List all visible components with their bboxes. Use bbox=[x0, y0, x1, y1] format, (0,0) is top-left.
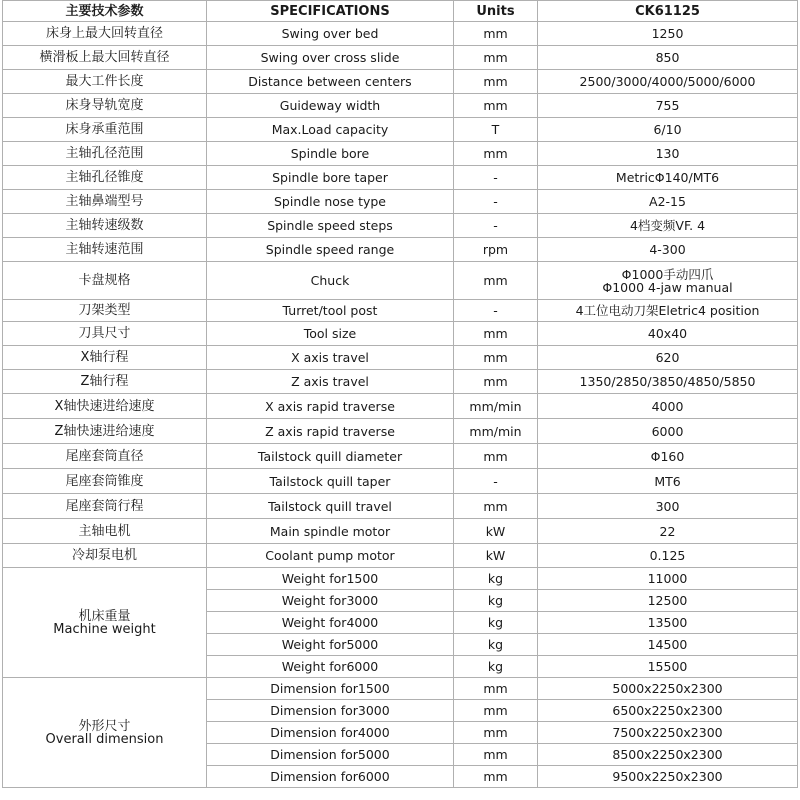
weight-label-cn: 机床重量 bbox=[78, 608, 131, 624]
spec-unit: - bbox=[454, 214, 538, 238]
spec-value: 40x40 bbox=[538, 322, 798, 346]
spec-unit: mm bbox=[454, 322, 538, 346]
spec-unit: rpm bbox=[454, 238, 538, 262]
header-row bbox=[3, 1, 798, 22]
spec-name-cn: 尾座套筒行程 bbox=[3, 494, 207, 519]
spec-unit: mm bbox=[454, 70, 538, 94]
spec-unit: mm bbox=[454, 678, 538, 700]
spec-value: MT6 bbox=[538, 469, 798, 494]
weight-label-en: Machine weight bbox=[53, 621, 156, 637]
spec-value: 14500 bbox=[538, 634, 798, 656]
spec-unit: mm bbox=[454, 494, 538, 519]
spec-value: 22 bbox=[538, 519, 798, 544]
spec-unit: kW bbox=[454, 519, 538, 544]
spec-row bbox=[3, 300, 798, 322]
spec-name-cn: 主轴孔径锥度 bbox=[3, 166, 207, 190]
spec-name-en: Spindle nose type bbox=[207, 190, 454, 214]
spec-row bbox=[3, 322, 798, 346]
spec-value: 4工位电动刀架Eletric4 position bbox=[538, 300, 798, 322]
spec-name-en: Tool size bbox=[207, 322, 454, 346]
spec-row bbox=[3, 46, 798, 70]
header-specifications: SPECIFICATIONS bbox=[207, 1, 454, 22]
spec-unit: mm bbox=[454, 700, 538, 722]
spec-name-cn: 横滑板上最大回转直径 bbox=[3, 46, 207, 70]
spec-name-en: Dimension for4000 bbox=[207, 722, 454, 744]
spec-value: 4000 bbox=[538, 394, 798, 419]
spec-name-cn: 床身承重范围 bbox=[3, 118, 207, 142]
spec-row bbox=[3, 190, 798, 214]
spec-name-cn: 床身导轨宽度 bbox=[3, 94, 207, 118]
spec-value: 1250 bbox=[538, 22, 798, 46]
spec-unit: mm/min bbox=[454, 394, 538, 419]
header-model: CK61125 bbox=[538, 1, 798, 22]
spec-name-en: Weight for6000 bbox=[207, 656, 454, 678]
spec-value: 15500 bbox=[538, 656, 798, 678]
spec-value: A2-15 bbox=[538, 190, 798, 214]
spec-name-en: Guideway width bbox=[207, 94, 454, 118]
spec-unit: kg bbox=[454, 634, 538, 656]
spec-unit: mm/min bbox=[454, 419, 538, 444]
dimension-label-cn: 外形尺寸 bbox=[78, 718, 131, 734]
spec-row bbox=[3, 22, 798, 46]
spec-name-en: Distance between centers bbox=[207, 70, 454, 94]
spec-unit: mm bbox=[454, 94, 538, 118]
spec-unit: - bbox=[454, 300, 538, 322]
spec-name-cn: 主轴转速级数 bbox=[3, 214, 207, 238]
spec-name-en: Weight for3000 bbox=[207, 590, 454, 612]
spec-value: 12500 bbox=[538, 590, 798, 612]
spec-row bbox=[3, 142, 798, 166]
spec-name-en: Chuck bbox=[207, 262, 454, 300]
spec-value: 7500x2250x2300 bbox=[538, 722, 798, 744]
spec-value: Φ160 bbox=[538, 444, 798, 469]
specifications-table bbox=[2, 0, 798, 788]
spec-unit: mm bbox=[454, 444, 538, 469]
spec-unit: mm bbox=[454, 22, 538, 46]
spec-value: 11000 bbox=[538, 568, 798, 590]
spec-name-en: Spindle speed range bbox=[207, 238, 454, 262]
weight-row bbox=[3, 568, 798, 590]
spec-name-en: Dimension for3000 bbox=[207, 700, 454, 722]
spec-name-en: Swing over bed bbox=[207, 22, 454, 46]
spec-unit: mm bbox=[454, 744, 538, 766]
spec-row bbox=[3, 262, 798, 300]
spec-unit: kg bbox=[454, 590, 538, 612]
spec-unit: kg bbox=[454, 568, 538, 590]
spec-name-en: Spindle bore taper bbox=[207, 166, 454, 190]
spec-value: 0.125 bbox=[538, 544, 798, 568]
spec-value: 5000x2250x2300 bbox=[538, 678, 798, 700]
header-units: Units bbox=[454, 1, 538, 22]
spec-value: 6500x2250x2300 bbox=[538, 700, 798, 722]
spec-value: 850 bbox=[538, 46, 798, 70]
spec-name-cn: 主轴转速范围 bbox=[3, 238, 207, 262]
spec-unit: mm bbox=[454, 46, 538, 70]
spec-unit: T bbox=[454, 118, 538, 142]
spec-name-cn: 刀具尺寸 bbox=[3, 322, 207, 346]
spec-row bbox=[3, 469, 798, 494]
spec-name-en: Tailstock quill taper bbox=[207, 469, 454, 494]
spec-row bbox=[3, 346, 798, 370]
spec-name-en: X axis rapid traverse bbox=[207, 394, 454, 419]
spec-name-en: Main spindle motor bbox=[207, 519, 454, 544]
spec-value: 4档变频VF. 4 bbox=[538, 214, 798, 238]
spec-name-cn: 冷却泵电机 bbox=[3, 544, 207, 568]
spec-name-cn: Z轴快速进给速度 bbox=[3, 419, 207, 444]
spec-name-cn: Z轴行程 bbox=[3, 370, 207, 394]
spec-row bbox=[3, 494, 798, 519]
spec-name-en: Weight for5000 bbox=[207, 634, 454, 656]
spec-unit: - bbox=[454, 469, 538, 494]
spec-name-en: Z axis rapid traverse bbox=[207, 419, 454, 444]
spec-unit: kW bbox=[454, 544, 538, 568]
spec-name-cn: X轴行程 bbox=[3, 346, 207, 370]
spec-name-cn: 尾座套筒锥度 bbox=[3, 469, 207, 494]
spec-unit: mm bbox=[454, 766, 538, 788]
spec-name-en: Tailstock quill travel bbox=[207, 494, 454, 519]
spec-name-en: Dimension for5000 bbox=[207, 744, 454, 766]
dimension-row bbox=[3, 678, 798, 700]
spec-name-en: Spindle bore bbox=[207, 142, 454, 166]
spec-value: 755 bbox=[538, 94, 798, 118]
spec-name-en: Z axis travel bbox=[207, 370, 454, 394]
spec-row bbox=[3, 444, 798, 469]
spec-unit: mm bbox=[454, 346, 538, 370]
spec-name-cn: 卡盘规格 bbox=[3, 262, 207, 300]
spec-name-en: Turret/tool post bbox=[207, 300, 454, 322]
spec-unit: mm bbox=[454, 262, 538, 300]
spec-value: 300 bbox=[538, 494, 798, 519]
spec-row bbox=[3, 419, 798, 444]
spec-value-line: Φ1000手动四爪 bbox=[621, 266, 714, 282]
spec-value: 4-300 bbox=[538, 238, 798, 262]
spec-value: 6/10 bbox=[538, 118, 798, 142]
dimension-label-en: Overall dimension bbox=[45, 731, 164, 747]
spec-unit: mm bbox=[454, 722, 538, 744]
spec-name-cn: X轴快速进给速度 bbox=[3, 394, 207, 419]
spec-name-en: Max.Load capacity bbox=[207, 118, 454, 142]
spec-unit: kg bbox=[454, 656, 538, 678]
spec-row bbox=[3, 118, 798, 142]
spec-name-cn: 主轴电机 bbox=[3, 519, 207, 544]
spec-value: 6000 bbox=[538, 419, 798, 444]
spec-unit: kg bbox=[454, 612, 538, 634]
spec-name-cn: 刀架类型 bbox=[3, 300, 207, 322]
spec-name-en: Dimension for6000 bbox=[207, 766, 454, 788]
spec-name-cn: 最大工件长度 bbox=[3, 70, 207, 94]
spec-unit: - bbox=[454, 166, 538, 190]
spec-row bbox=[3, 519, 798, 544]
spec-row bbox=[3, 370, 798, 394]
spec-row bbox=[3, 544, 798, 568]
spec-name-en: X axis travel bbox=[207, 346, 454, 370]
spec-name-en: Dimension for1500 bbox=[207, 678, 454, 700]
spec-unit: - bbox=[454, 190, 538, 214]
spec-value: 13500 bbox=[538, 612, 798, 634]
spec-row bbox=[3, 70, 798, 94]
spec-row bbox=[3, 166, 798, 190]
header-cn: 主要技术参数 bbox=[3, 1, 207, 22]
spec-row bbox=[3, 214, 798, 238]
spec-value: MetricΦ140/MT6 bbox=[538, 166, 798, 190]
spec-name-cn: 主轴鼻端型号 bbox=[3, 190, 207, 214]
spec-name-en: Tailstock quill diameter bbox=[207, 444, 454, 469]
spec-unit: mm bbox=[454, 370, 538, 394]
spec-value: 2500/3000/4000/5000/6000 bbox=[538, 70, 798, 94]
spec-row bbox=[3, 94, 798, 118]
spec-name-en: Weight for1500 bbox=[207, 568, 454, 590]
dimension-group-label bbox=[3, 678, 207, 788]
spec-value bbox=[538, 262, 798, 300]
spec-name-en: Weight for4000 bbox=[207, 612, 454, 634]
spec-value: 130 bbox=[538, 142, 798, 166]
spec-name-cn: 主轴孔径范围 bbox=[3, 142, 207, 166]
spec-value: 1350/2850/3850/4850/5850 bbox=[538, 370, 798, 394]
spec-row bbox=[3, 238, 798, 262]
spec-value: 620 bbox=[538, 346, 798, 370]
spec-name-cn: 尾座套筒直径 bbox=[3, 444, 207, 469]
spec-value: 9500x2250x2300 bbox=[538, 766, 798, 788]
weight-group-label bbox=[3, 568, 207, 678]
spec-row bbox=[3, 394, 798, 419]
spec-name-cn: 床身上最大回转直径 bbox=[3, 22, 207, 46]
spec-unit: mm bbox=[454, 142, 538, 166]
spec-value: 8500x2250x2300 bbox=[538, 744, 798, 766]
spec-name-en: Swing over cross slide bbox=[207, 46, 454, 70]
spec-name-en: Coolant pump motor bbox=[207, 544, 454, 568]
spec-name-en: Spindle speed steps bbox=[207, 214, 454, 238]
spec-value-line: Φ1000 4-jaw manual bbox=[602, 279, 733, 295]
